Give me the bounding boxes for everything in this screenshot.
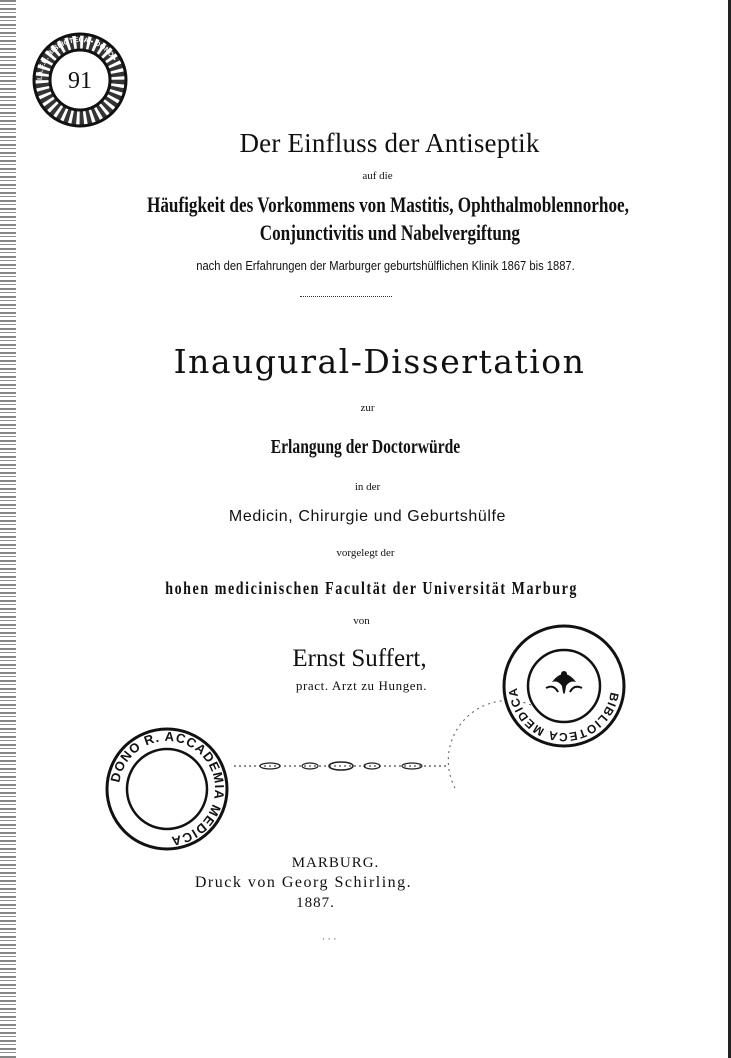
library-number-stamp [30, 30, 130, 130]
in-der-text: in der [354, 481, 381, 493]
subtitle-line-2-text: Conjunctivitis und Nabelvergiftung [259, 220, 520, 245]
stamp-number-value: 91 [68, 68, 92, 94]
biblioteca-stamp-ring-text: BIBLIOTECA MEDICA [505, 686, 622, 745]
accademia-medica-stamp [102, 724, 232, 854]
subtitle-line-1-text: Häufigkeit des Vorkommens von Mastitis, Ophthalmoblennorhoe, [146, 192, 629, 217]
author-title: pract. Arzt zu Hungen. [295, 678, 428, 693]
erlangung-line [0, 434, 731, 459]
ornament-divider [230, 756, 452, 776]
biblioteca-medica-stamp [500, 622, 628, 750]
faculty-line [6, 578, 731, 599]
fields-line: Medicin, Chirurgie und Geburtshülfe [228, 508, 507, 525]
von-text: von [353, 615, 370, 627]
zur-text: zur [360, 402, 375, 414]
accademia-stamp-ring-text: DONO R. ACCADEMIA MEDICA [107, 728, 228, 850]
faculty-text: hohen medicinischen Facultät der Universität Marburg [165, 578, 578, 598]
faint-scan-mark: · · · [322, 935, 337, 945]
number-stamp-ring-text: I.A.F.R. BIBLIOTECA • DONO • [36, 36, 118, 81]
author-name: Ernst Suffert, [292, 645, 427, 672]
eagle-emblem-icon [546, 671, 582, 694]
printer-line: Druck von Georg Schirling. [194, 874, 413, 891]
erlangung-text: Erlangung der Doctorwürde [270, 436, 461, 458]
dissertation-heading: Inaugural-Dissertation [173, 342, 586, 381]
subtitle-line-1 [22, 192, 731, 218]
vorgelegt-text: vorgelegt der [336, 547, 395, 559]
publication-city: MARBURG. [291, 855, 380, 871]
auf-die-text: auf die [362, 170, 393, 182]
publication-year: 1887. [296, 895, 335, 911]
subtitle-line-3: nach den Erfahrungen der Marburger geburtshülflichen Klinik 1867 bis 1887. [196, 258, 575, 273]
subtitle-line-2 [24, 220, 731, 246]
document-title: Der Einfluss der Antiseptik [239, 128, 540, 158]
decorative-rule [300, 296, 392, 297]
